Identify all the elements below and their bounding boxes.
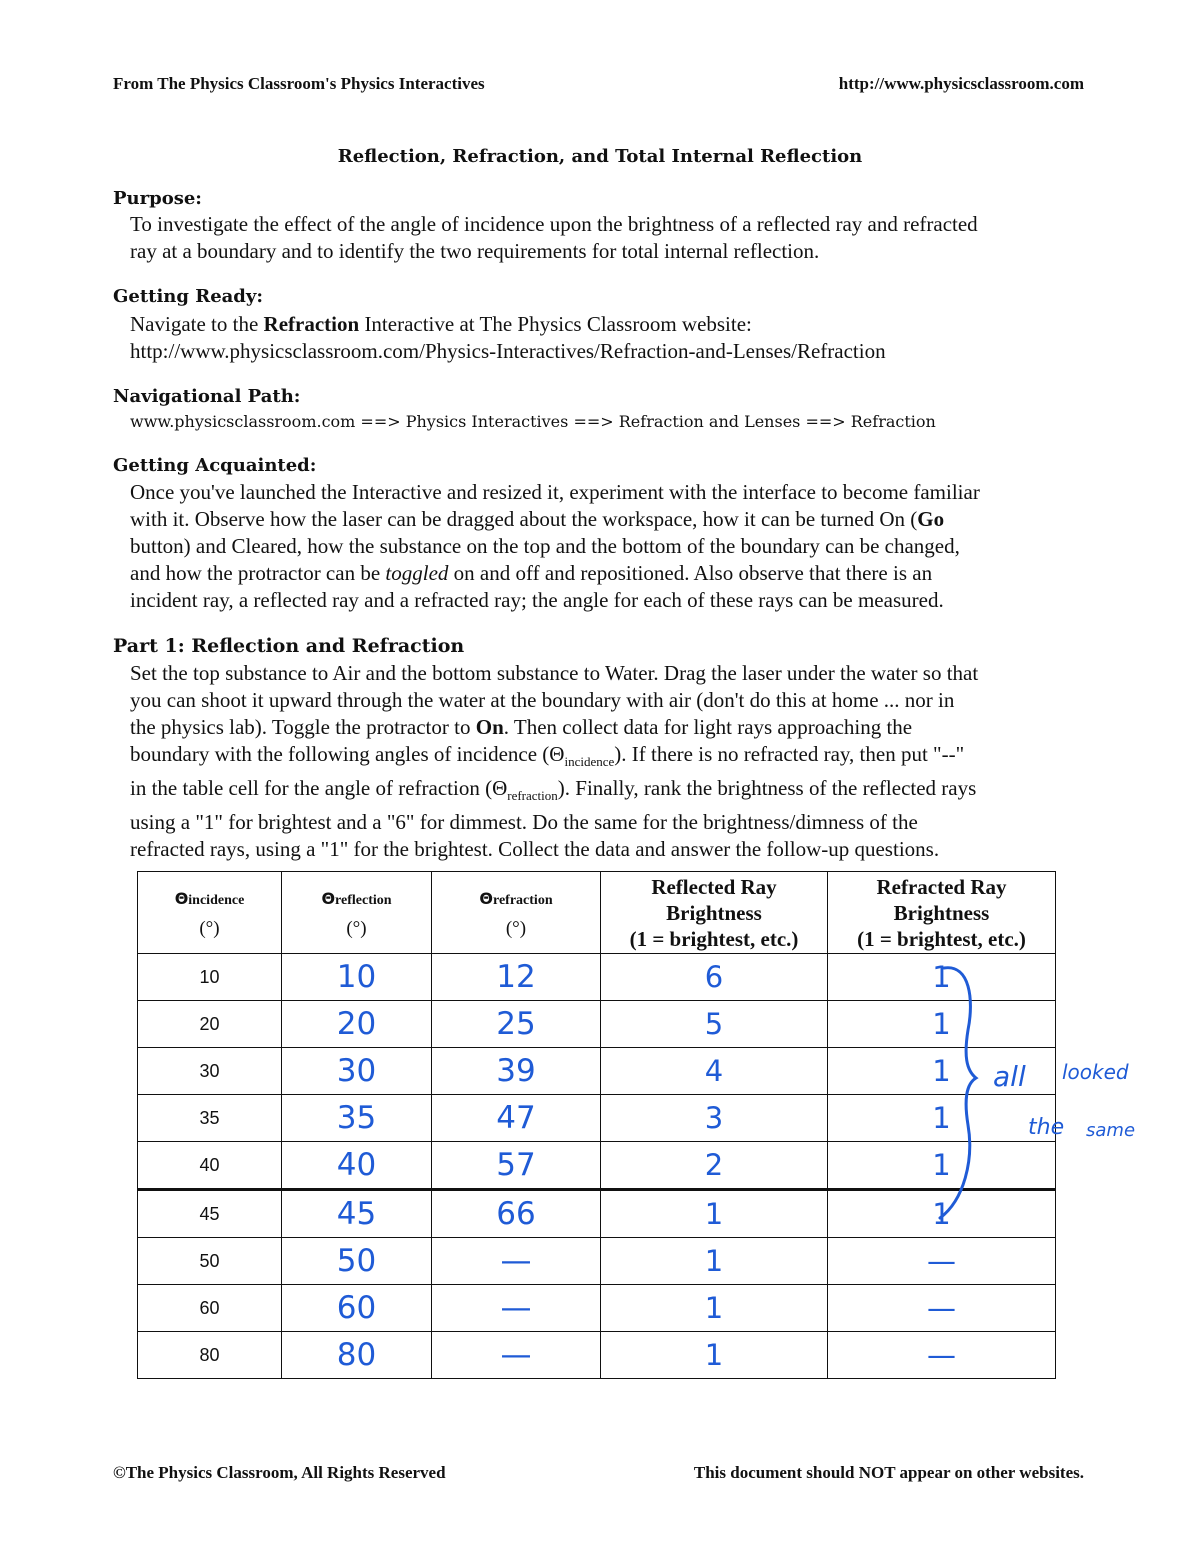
reflection-cell	[282, 1142, 432, 1190]
table-row	[138, 1332, 1056, 1379]
refraction-cell	[432, 1238, 601, 1285]
reflection-cell	[282, 1285, 432, 1332]
reflected-brightness-cell	[601, 1238, 828, 1285]
note-all: all	[993, 1060, 1026, 1093]
refracted-ray-label: Refracted Ray	[876, 874, 1007, 899]
reflected-brightness-cell-value: 5	[704, 1007, 724, 1041]
part1-line-1: Set the top substance to Air and the bottom substance to Water. Drag the laser under the water so that	[130, 661, 979, 685]
refraction-cell	[432, 1048, 601, 1095]
brightness-scale-label: (1 = brightest, etc.)	[629, 926, 799, 951]
incidence-label: incidence	[188, 892, 245, 908]
note-the: the	[1028, 1115, 1065, 1140]
reflected-brightness-cell-value: 1	[704, 1197, 724, 1231]
part1-heading: Part 1: Reflection and Refraction	[113, 635, 465, 657]
getting-ready-text	[130, 311, 1100, 365]
reflection-cell-value: 10	[336, 959, 377, 995]
refraction-sub: refraction	[507, 788, 558, 804]
part1-line-3	[130, 714, 1100, 741]
table-row	[138, 1095, 1056, 1142]
reflection-cell	[282, 1048, 432, 1095]
acquainted-line-4-pre: and how the protractor can be	[130, 561, 386, 585]
incidence-cell	[138, 1332, 282, 1379]
part1-line-5-post: ). Finally, rank the brightness of the reflected rays	[557, 776, 977, 801]
footer-notice: This document should NOT appear on other websites.	[693, 1463, 1084, 1482]
reflection-cell	[282, 1095, 432, 1142]
reflected-ray-label: Reflected Ray	[651, 874, 777, 899]
refracted-brightness-cell	[828, 1285, 1056, 1332]
refraction-cell	[432, 954, 601, 1001]
refraction-bold: Refraction	[263, 312, 360, 336]
degree-unit: (°)	[199, 917, 220, 939]
purpose-line-1: To investigate the effect of the angle of incidence upon the brightness of a reflected ray and refracted	[130, 212, 978, 236]
header-source: From The Physics Classroom's Physics Interactives	[113, 74, 485, 93]
on-bold: On	[475, 715, 504, 739]
table-header-row	[138, 872, 1056, 954]
table-row	[138, 954, 1056, 1001]
acquainted-line-4	[130, 560, 1100, 587]
incidence-cell-value: 50	[199, 1250, 220, 1271]
data-table	[137, 871, 1056, 1379]
getting-ready-line-1	[130, 311, 1100, 338]
degree-unit: (°)	[346, 917, 367, 939]
incidence-cell-value: 45	[199, 1203, 220, 1224]
refraction-cell	[432, 1095, 601, 1142]
refracted-brightness-cell-value: —	[927, 1244, 956, 1278]
reflection-cell	[282, 1238, 432, 1285]
reflection-cell-value: 30	[336, 1053, 377, 1089]
refraction-cell-value: —	[500, 1290, 532, 1326]
acquainted-line-4-post: on and off and repositioned. Also observe that there is an	[448, 561, 933, 585]
refraction-cell	[432, 1142, 601, 1190]
incidence-cell	[138, 1048, 282, 1095]
getting-ready-heading: Getting Ready:	[113, 286, 263, 307]
table-row	[138, 1190, 1056, 1238]
incidence-cell-value: 40	[199, 1154, 220, 1175]
note-looked: looked	[1062, 1060, 1129, 1084]
part1-line-2: you can shoot it upward through the water at the boundary with air (don't do this at home ... nor in	[130, 688, 955, 712]
acquainted-line-2-text: with it. Observe how the laser can be dragged about the workspace, how it can be turned On (	[130, 507, 918, 531]
incidence-cell-value: 80	[199, 1344, 220, 1365]
go-bold: Go	[917, 507, 945, 531]
part1-line-5	[130, 775, 1100, 809]
reflection-cell-value: 60	[336, 1290, 377, 1326]
reflected-brightness-cell	[601, 954, 828, 1001]
acquainted-line-1: Once you've launched the Interactive and resized it, experiment with the interface to become familiar	[130, 480, 980, 504]
reflection-cell	[282, 1332, 432, 1379]
reflection-label: reflection	[335, 892, 392, 908]
toggled-italic: toggled	[385, 561, 449, 585]
part1-text	[130, 660, 1100, 863]
reflected-brightness-cell-value: 2	[704, 1148, 724, 1182]
reflected-brightness-cell	[601, 1048, 828, 1095]
brace-annotation	[930, 960, 990, 1230]
refracted-brightness-cell-value: 1	[932, 1007, 951, 1041]
part1-line-4	[130, 741, 1100, 775]
refracted-brightness-cell	[828, 1238, 1056, 1285]
incidence-cell-value: 20	[199, 1013, 220, 1034]
refraction-label: refraction	[493, 892, 553, 908]
acquainted-line-3: button) and Cleared, how the substance on the top and the bottom of the boundary can be changed,	[130, 534, 960, 558]
acquainted-line-5: incident ray, a reflected ray and a refracted ray; the angle for each of these rays can be measured.	[130, 588, 944, 612]
purpose-line-2: ray at a boundary and to identify the two requirements for total internal reflection.	[130, 239, 820, 263]
reflected-brightness-cell-value: 4	[704, 1054, 724, 1088]
incidence-sub: incidence	[564, 754, 615, 770]
note-same: same	[1086, 1120, 1136, 1141]
part1-line-3-post: . Then collect data for light rays approaching the	[503, 715, 913, 739]
reflection-cell	[282, 954, 432, 1001]
part1-line-4-pre: boundary with the following angles of incidence (Θ	[130, 742, 565, 766]
incidence-cell-value: 35	[199, 1107, 220, 1128]
incidence-cell	[138, 1285, 282, 1332]
refracted-brightness-cell-value: —	[927, 1338, 956, 1372]
incidence-cell-value: 60	[199, 1297, 220, 1318]
incidence-cell	[138, 1001, 282, 1048]
reflection-cell	[282, 1001, 432, 1048]
acquainted-text	[130, 479, 1100, 614]
reflection-cell-value: 40	[336, 1147, 377, 1183]
reflection-cell-value: 50	[336, 1243, 377, 1279]
refracted-brightness-cell-value: —	[927, 1291, 956, 1325]
part1-line-5-pre: in the table cell for the angle of refraction (Θ	[130, 776, 508, 801]
degree-unit: (°)	[505, 917, 527, 939]
refraction-cell-value: 66	[496, 1196, 536, 1232]
refracted-brightness-cell-value: 1	[932, 1197, 951, 1231]
nav-path-heading: Navigational Path:	[113, 386, 301, 407]
reflected-brightness-cell-value: 6	[704, 960, 724, 994]
part1-line-7: refracted rays, using a "1" for the brightest. Collect the data and answer the follow-up questions.	[130, 837, 940, 862]
refraction-cell-value: 25	[496, 1006, 536, 1042]
refracted-brightness-cell-value: 1	[932, 1148, 951, 1182]
refraction-cell-value: 47	[496, 1100, 536, 1136]
incidence-cell	[138, 1238, 282, 1285]
incidence-cell	[138, 954, 282, 1001]
header-reflection	[282, 872, 432, 954]
refraction-cell-value: 12	[496, 959, 536, 995]
reflection-cell-value: 80	[336, 1337, 377, 1373]
reflected-brightness-cell	[601, 1142, 828, 1190]
incidence-cell-value: 30	[199, 1060, 220, 1081]
refraction-cell	[432, 1285, 601, 1332]
refracted-brightness-cell-value: 1	[932, 1054, 951, 1088]
theta-symbol: Θ	[321, 888, 336, 908]
reflected-brightness-cell	[601, 1190, 828, 1238]
incidence-cell	[138, 1095, 282, 1142]
refraction-cell	[432, 1332, 601, 1379]
footer-copyright: ©The Physics Classroom, All Rights Reserved	[113, 1463, 446, 1482]
table-row	[138, 1238, 1056, 1285]
refraction-cell-value: —	[500, 1337, 532, 1373]
acquainted-heading: Getting Acquainted:	[113, 455, 317, 476]
reflected-brightness-cell	[601, 1332, 828, 1379]
refraction-cell	[432, 1190, 601, 1238]
refracted-brightness-cell-value: 1	[932, 1101, 951, 1135]
reflected-brightness-cell-value: 1	[704, 1338, 724, 1372]
getting-ready-post: Interactive at The Physics Classroom website:	[359, 312, 752, 336]
reflected-brightness-cell-value: 3	[704, 1101, 724, 1135]
header-refraction	[432, 872, 601, 954]
header-incidence	[138, 872, 282, 954]
header-url[interactable]: http://www.physicsclassroom.com	[838, 74, 1084, 93]
incidence-cell	[138, 1142, 282, 1190]
acquainted-line-2	[130, 506, 1100, 533]
incidence-cell	[138, 1190, 282, 1238]
table-row	[138, 1048, 1056, 1095]
reflected-brightness-cell	[601, 1095, 828, 1142]
purpose-text	[130, 211, 1100, 265]
brightness-scale-label: (1 = brightest, etc.)	[857, 926, 1026, 951]
part1-line-3-pre: the physics lab). Toggle the protractor to	[130, 715, 476, 739]
header-refracted-brightness	[828, 872, 1056, 954]
table-row	[138, 1001, 1056, 1048]
reflection-cell	[282, 1190, 432, 1238]
reflected-brightness-cell-value: 1	[704, 1244, 724, 1278]
table-row	[138, 1285, 1056, 1332]
reflected-brightness-cell-value: 1	[704, 1291, 724, 1325]
table-row	[138, 1142, 1056, 1190]
reflection-cell-value: 35	[336, 1100, 377, 1136]
incidence-cell-value: 10	[199, 966, 220, 987]
theta-symbol: Θ	[174, 888, 189, 908]
header-reflected-brightness	[601, 872, 828, 954]
reflection-cell-value: 45	[336, 1196, 377, 1232]
reflection-cell-value: 20	[336, 1006, 377, 1042]
refracted-brightness-cell	[828, 1332, 1056, 1379]
reflected-brightness-cell	[601, 1285, 828, 1332]
reflected-brightness-cell	[601, 1001, 828, 1048]
brightness-label: Brightness	[893, 900, 990, 925]
part1-line-6: using a "1" for brightest and a "6" for dimmest. Do the same for the brightness/dimness of the	[130, 810, 918, 835]
refraction-cell-value: 57	[496, 1147, 536, 1183]
refracted-brightness-cell-value: 1	[932, 960, 951, 994]
part1-line-4-post: ). If there is no refracted ray, then put "--"	[614, 742, 965, 766]
page-title: Reflection, Refraction, and Total Internal Reflection	[337, 146, 863, 167]
theta-symbol: Θ	[479, 888, 493, 908]
refraction-cell	[432, 1001, 601, 1048]
purpose-heading: Purpose:	[113, 188, 202, 209]
nav-path-text: www.physicsclassroom.com ==> Physics Interactives ==> Refraction and Lenses ==> Refraction	[130, 412, 936, 431]
refraction-cell-value: 39	[496, 1053, 536, 1089]
interactive-url[interactable]: http://www.physicsclassroom.com/Physics-Interactives/Refraction-and-Lenses/Refraction	[130, 339, 886, 363]
getting-ready-pre: Navigate to the	[130, 312, 264, 336]
brightness-label: Brightness	[666, 900, 762, 925]
refraction-cell-value: —	[500, 1243, 532, 1279]
